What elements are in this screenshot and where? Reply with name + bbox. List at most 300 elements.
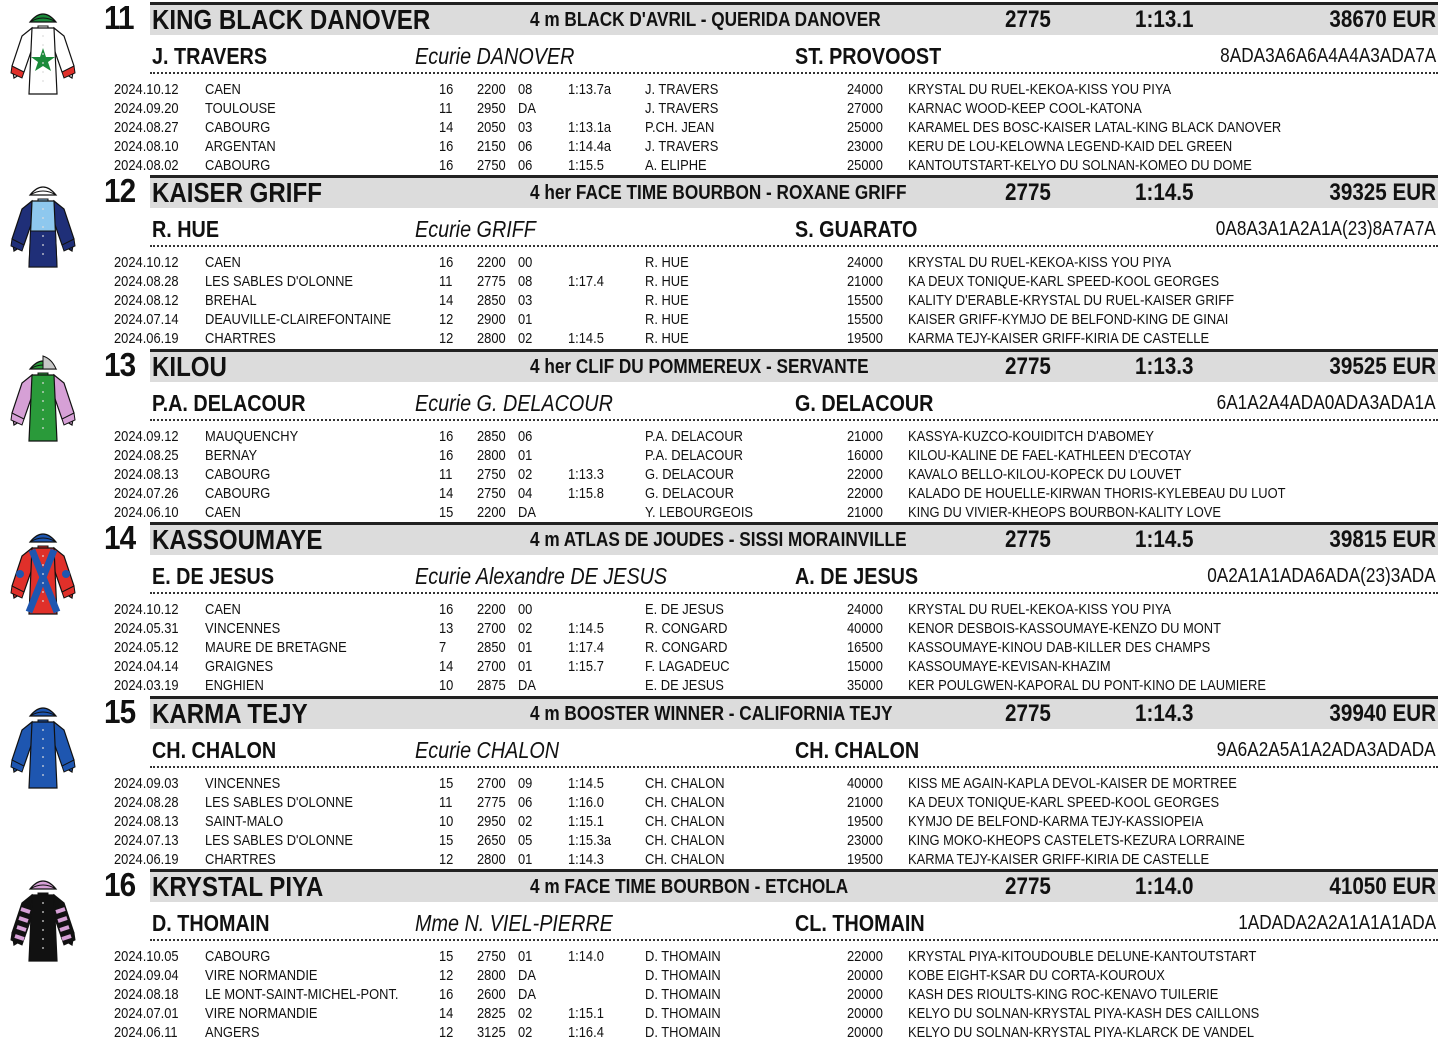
- race-driver: P.A. DELACOUR: [645, 446, 743, 464]
- finish-position: DA: [518, 503, 536, 521]
- trainer-name: CH. CHALON: [795, 736, 920, 763]
- race-venue: VINCENNES: [205, 774, 281, 792]
- performance-row: [114, 600, 1434, 619]
- finish-position: 03: [518, 292, 533, 310]
- race-result: KALADO DE HOUELLE-KIRWAN THORIS-KYLEBEAU DU LUOT: [908, 484, 1286, 502]
- race-result: KRYSTAL DU RUEL-KEKOA-KISS YOU PIYA: [908, 81, 1172, 98]
- performance-row: [114, 1023, 1434, 1042]
- performance-row: [114, 850, 1434, 869]
- race-purse: 23000: [847, 831, 883, 849]
- owner-name: Ecurie G. DELACOUR: [415, 389, 613, 416]
- finish-position: 05: [518, 831, 533, 849]
- performance-music: 6A1A2A4ADA0ADA3ADA1A: [1217, 391, 1436, 414]
- race-venue: MAURE DE BRETAGNE: [205, 639, 347, 657]
- race-purse: 19500: [847, 330, 883, 348]
- race-time: 1:15.8: [568, 484, 604, 502]
- finish-position: DA: [518, 986, 536, 1003]
- field-size: 16: [439, 157, 454, 174]
- field-size: 15: [439, 948, 454, 965]
- career-gains: 39815 EUR: [1329, 526, 1436, 554]
- race-venue: SAINT-MALO: [205, 812, 284, 830]
- finish-position: 01: [518, 446, 533, 464]
- race-result: KAVALO BELLO-KILOU-KOPECK DU LOUVET: [908, 465, 1182, 483]
- race-result: KELYO DU SOLNAN-KRYSTAL PIYA-KLARCK DE VANDEL: [908, 1024, 1255, 1041]
- field-size: 16: [439, 81, 454, 98]
- race-purse: 16500: [847, 639, 883, 657]
- field-size: 12: [439, 330, 454, 348]
- past-performances: [114, 80, 1434, 175]
- finish-position: DA: [518, 967, 536, 984]
- horse-entry: [0, 173, 1438, 346]
- trainer-name: S. GUARATO: [795, 216, 918, 243]
- race-dist: 2050: [477, 119, 506, 136]
- race-time: 1:15.5: [568, 157, 604, 174]
- finish-position: 06: [518, 138, 533, 155]
- performance-row: [114, 329, 1434, 348]
- past-performances: [114, 427, 1434, 522]
- performance-music: 0A2A1A1ADA6ADA(23)3ADA: [1207, 565, 1436, 588]
- horse-header-bar: [150, 175, 1438, 208]
- race-date: 2024.08.27: [114, 119, 179, 136]
- finish-position: 02: [518, 330, 533, 348]
- race-time: 1:14.5: [568, 620, 604, 638]
- race-result: KER POULGWEN-KAPORAL DU PONT-KINO DE LAUMIERE: [908, 677, 1266, 695]
- race-result: KASH DES RIOULTS-KING ROC-KENAVO TUILERIE: [908, 986, 1219, 1003]
- race-purse: 15000: [847, 658, 883, 676]
- race-driver: R. HUE: [645, 330, 689, 348]
- race-dist: 2900: [477, 311, 506, 329]
- performance-row: [114, 427, 1434, 446]
- race-purse: 20000: [847, 986, 883, 1003]
- race-venue: DEAUVILLE-CLAIREFONTAINE: [205, 311, 392, 329]
- horse-name: KILOU: [152, 350, 227, 382]
- finish-position: DA: [518, 677, 536, 695]
- race-result: KARMA TEJY-KAISER GRIFF-KIRIA DE CASTELLE: [908, 850, 1210, 868]
- performance-row: [114, 774, 1434, 793]
- field-size: 15: [439, 774, 454, 792]
- field-size: 12: [439, 1024, 454, 1041]
- finish-position: 06: [518, 793, 533, 811]
- connections-row: [150, 558, 1438, 594]
- jockey-silk-icon: [8, 526, 78, 618]
- connections-row: [150, 211, 1438, 247]
- race-date: 2024.06.19: [114, 850, 179, 868]
- race-driver: Y. LEBOURGEOIS: [645, 503, 754, 521]
- record-time: 1:13.1: [1135, 6, 1194, 33]
- race-dist: 2150: [477, 138, 506, 155]
- race-date: 2024.08.12: [114, 292, 179, 310]
- race-venue: CAEN: [205, 503, 241, 521]
- record-time: 1:14.5: [1135, 179, 1194, 207]
- performance-row: [114, 465, 1434, 484]
- performance-row: [114, 503, 1434, 522]
- performance-row: [114, 80, 1434, 99]
- race-time: 1:17.4: [568, 639, 604, 657]
- race-date: 2024.10.05: [114, 948, 179, 965]
- race-result: KARMA TEJY-KAISER GRIFF-KIRIA DE CASTELLE: [908, 330, 1210, 348]
- owner-name: Ecurie Alexandre DE JESUS: [415, 563, 668, 590]
- race-distance: 2775: [1005, 352, 1051, 380]
- performance-row: [114, 619, 1434, 638]
- finish-position: 08: [518, 273, 533, 291]
- driver-name: R. HUE: [152, 216, 220, 243]
- finish-position: 08: [518, 81, 533, 98]
- race-venue: VINCENNES: [205, 620, 281, 638]
- field-size: 7: [439, 639, 447, 657]
- race-driver: D. THOMAIN: [645, 948, 721, 965]
- race-time: 1:15.1: [568, 1005, 604, 1022]
- race-venue: BERNAY: [205, 446, 258, 464]
- finish-position: 04: [518, 484, 533, 502]
- performance-row: [114, 118, 1434, 137]
- race-date: 2024.06.19: [114, 330, 179, 348]
- field-size: 14: [439, 119, 454, 136]
- race-dist: 2750: [477, 484, 506, 502]
- owner-name: Ecurie DANOVER: [415, 43, 575, 69]
- jockey-silk-icon: [8, 873, 78, 965]
- owner-name: Mme N. VIEL-PIERRE: [415, 910, 613, 936]
- past-performances: [114, 600, 1434, 695]
- race-purse: 20000: [847, 967, 883, 984]
- past-performances: [114, 947, 1434, 1042]
- race-result: KRYSTAL PIYA-KITOUDOUBLE DELUNE-KANTOUTSTART: [908, 948, 1257, 965]
- performance-row: [114, 253, 1434, 272]
- field-size: 16: [439, 986, 454, 1003]
- race-date: 2024.06.10: [114, 503, 179, 521]
- trainer-name: CL. THOMAIN: [795, 910, 925, 936]
- race-date: 2024.08.18: [114, 986, 179, 1003]
- race-date: 2024.09.12: [114, 427, 179, 445]
- race-time: 1:13.7a: [568, 81, 612, 98]
- race-venue: CHARTRES: [205, 330, 276, 348]
- race-venue: ENGHIEN: [205, 677, 264, 695]
- horse-name: KRYSTAL PIYA: [152, 871, 324, 902]
- race-date: 2024.09.04: [114, 967, 179, 984]
- race-driver: R. HUE: [645, 254, 689, 272]
- race-date: 2024.10.12: [114, 254, 179, 272]
- race-date: 2024.04.14: [114, 658, 179, 676]
- finish-position: 01: [518, 948, 533, 965]
- race-date: 2024.08.28: [114, 273, 179, 291]
- race-dist: 2200: [477, 601, 506, 619]
- horse-header-bar: [150, 2, 1438, 35]
- race-venue: CHARTRES: [205, 850, 276, 868]
- record-time: 1:14.3: [1135, 699, 1194, 727]
- finish-position: 03: [518, 119, 533, 136]
- finish-position: 01: [518, 850, 533, 868]
- race-date: 2024.08.02: [114, 157, 179, 174]
- horse-header-bar: [150, 349, 1438, 382]
- race-venue: BREHAL: [205, 292, 257, 310]
- field-size: 11: [439, 793, 453, 811]
- record-time: 1:14.5: [1135, 526, 1194, 554]
- trainer-name: G. DELACOUR: [795, 389, 934, 416]
- horse-header-bar: [150, 869, 1438, 902]
- race-result: KILOU-KALINE DE FAEL-KATHLEEN D'ECOTAY: [908, 446, 1192, 464]
- race-driver: J. TRAVERS: [645, 81, 719, 98]
- race-venue: MAUQUENCHY: [205, 427, 299, 445]
- race-dist: 2825: [477, 1005, 506, 1022]
- performance-row: [114, 831, 1434, 850]
- race-driver: J. TRAVERS: [645, 100, 719, 117]
- performance-music: 1ADADA2A2A1A1A1ADA: [1238, 912, 1436, 934]
- race-driver: R. HUE: [645, 311, 689, 329]
- race-dist: 2750: [477, 465, 506, 483]
- race-purse: 40000: [847, 774, 883, 792]
- performance-row: [114, 291, 1434, 310]
- race-driver: D. THOMAIN: [645, 1005, 721, 1022]
- race-dist: 2850: [477, 639, 506, 657]
- field-size: 14: [439, 658, 454, 676]
- race-driver: CH. CHALON: [645, 812, 725, 830]
- connections-row: [150, 385, 1438, 421]
- race-date: 2024.10.12: [114, 601, 179, 619]
- race-result: KASSOUMAYE-KEVISAN-KHAZIM: [908, 658, 1111, 676]
- horse-number: 13: [104, 345, 136, 383]
- field-size: 12: [439, 311, 454, 329]
- race-date: 2024.07.14: [114, 311, 179, 329]
- horse-pedigree: 4 her FACE TIME BOURBON - ROXANE GRIFF: [530, 182, 907, 205]
- performance-row: [114, 310, 1434, 329]
- performance-row: [114, 966, 1434, 985]
- horse-pedigree: 4 m BLACK D'AVRIL - QUERIDA DANOVER: [530, 9, 881, 31]
- race-purse: 20000: [847, 1024, 883, 1041]
- race-dist: 2200: [477, 503, 506, 521]
- race-result: KANTOUTSTART-KELYO DU SOLNAN-KOMEO DU DOME: [908, 157, 1252, 174]
- race-time: 1:14.5: [568, 774, 604, 792]
- race-time: 1:13.1a: [568, 119, 612, 136]
- race-purse: 25000: [847, 157, 883, 174]
- horse-entry: [0, 694, 1438, 867]
- race-purse: 27000: [847, 100, 883, 117]
- performance-row: [114, 1004, 1434, 1023]
- race-time: 1:14.5: [568, 330, 604, 348]
- finish-position: 02: [518, 1005, 533, 1022]
- horse-number: 14: [104, 519, 136, 557]
- driver-name: CH. CHALON: [152, 736, 277, 763]
- race-time: 1:17.4: [568, 273, 604, 291]
- race-distance: 2775: [1005, 6, 1051, 33]
- performance-row: [114, 446, 1434, 465]
- field-size: 14: [439, 292, 454, 310]
- race-driver: CH. CHALON: [645, 774, 725, 792]
- field-size: 10: [439, 677, 454, 695]
- performance-row: [114, 793, 1434, 812]
- horse-number: 15: [104, 692, 136, 730]
- race-dist: 2800: [477, 330, 506, 348]
- performance-music: 0A8A3A1A2A1A(23)8A7A7A: [1216, 218, 1436, 241]
- race-purse: 19500: [847, 812, 883, 830]
- race-purse: 24000: [847, 81, 883, 98]
- race-dist: 2950: [477, 100, 506, 117]
- connections-row: [150, 732, 1438, 768]
- race-date: 2024.08.13: [114, 812, 179, 830]
- performance-row: [114, 99, 1434, 118]
- race-date: 2024.05.31: [114, 620, 179, 638]
- performance-row: [114, 137, 1434, 156]
- jockey-silk-icon: [8, 353, 78, 445]
- race-result: KRYSTAL DU RUEL-KEKOA-KISS YOU PIYA: [908, 254, 1172, 272]
- race-time: 1:13.3: [568, 465, 604, 483]
- race-result: KARAMEL DES BOSC-KAISER LATAL-KING BLACK DANOVER: [908, 119, 1282, 136]
- horse-name: KARMA TEJY: [152, 697, 308, 729]
- performance-row: [114, 657, 1434, 676]
- finish-position: 02: [518, 620, 533, 638]
- race-driver: R. HUE: [645, 273, 689, 291]
- finish-position: 06: [518, 157, 533, 174]
- race-venue: LE MONT-SAINT-MICHEL-PONT.: [205, 986, 399, 1003]
- performance-row: [114, 156, 1434, 175]
- race-venue: VIRE NORMANDIE: [205, 1005, 318, 1022]
- race-dist: 2650: [477, 831, 506, 849]
- race-result: KYMJO DE BELFOND-KARMA TEJY-KASSIOPEIA: [908, 812, 1204, 830]
- horse-pedigree: 4 m FACE TIME BOURBON - ETCHOLA: [530, 876, 849, 898]
- race-purse: 15500: [847, 311, 883, 329]
- race-driver: E. DE JESUS: [645, 677, 724, 695]
- race-dist: 2950: [477, 812, 506, 830]
- race-venue: CABOURG: [205, 157, 271, 174]
- horse-entry: [0, 347, 1438, 520]
- field-size: 11: [439, 273, 453, 291]
- race-purse: 21000: [847, 793, 883, 811]
- finish-position: 00: [518, 601, 533, 619]
- performance-row: [114, 947, 1434, 966]
- finish-position: 02: [518, 465, 533, 483]
- past-performances: [114, 774, 1434, 869]
- horse-entry: [0, 867, 1438, 1040]
- race-venue: LES SABLES D'OLONNE: [205, 831, 354, 849]
- driver-name: P.A. DELACOUR: [152, 389, 306, 416]
- race-driver: D. THOMAIN: [645, 1024, 721, 1041]
- race-purse: 16000: [847, 446, 883, 464]
- race-dist: 2775: [477, 793, 506, 811]
- performance-row: [114, 985, 1434, 1004]
- field-size: 14: [439, 1005, 454, 1022]
- race-purse: 24000: [847, 601, 883, 619]
- race-dist: 2200: [477, 81, 506, 98]
- race-distance: 2775: [1005, 526, 1051, 554]
- race-date: 2024.03.19: [114, 677, 179, 695]
- race-driver: P.CH. JEAN: [645, 119, 715, 136]
- career-gains: 38670 EUR: [1329, 6, 1436, 33]
- race-driver: CH. CHALON: [645, 793, 725, 811]
- driver-name: D. THOMAIN: [152, 910, 270, 936]
- race-purse: 22000: [847, 465, 883, 483]
- race-result: KA DEUX TONIQUE-KARL SPEED-KOOL GEORGES: [908, 793, 1220, 811]
- race-driver: D. THOMAIN: [645, 986, 721, 1003]
- race-venue: ANGERS: [205, 1024, 260, 1041]
- past-performances: [114, 253, 1434, 348]
- field-size: 15: [439, 831, 454, 849]
- race-driver: J. TRAVERS: [645, 138, 719, 155]
- race-dist: 3125: [477, 1024, 506, 1041]
- record-time: 1:13.3: [1135, 352, 1194, 380]
- race-purse: 40000: [847, 620, 883, 638]
- race-dist: 2700: [477, 774, 506, 792]
- field-size: 16: [439, 427, 454, 445]
- race-dist: 2850: [477, 427, 506, 445]
- race-dist: 2700: [477, 658, 506, 676]
- race-driver: D. THOMAIN: [645, 967, 721, 984]
- field-size: 16: [439, 138, 454, 155]
- race-venue: CABOURG: [205, 119, 271, 136]
- driver-name: J. TRAVERS: [152, 43, 268, 69]
- race-result: KASSOUMAYE-KINOU DAB-KILLER DES CHAMPS: [908, 639, 1211, 657]
- horse-entry: [0, 0, 1438, 173]
- horse-entry: [0, 520, 1438, 693]
- race-venue: TOULOUSE: [205, 100, 276, 117]
- race-purse: 20000: [847, 1005, 883, 1022]
- race-purse: 21000: [847, 273, 883, 291]
- race-driver: R. CONGARD: [645, 620, 728, 638]
- race-time: 1:14.3: [568, 850, 604, 868]
- race-distance: 2775: [1005, 873, 1051, 900]
- performance-row: [114, 272, 1434, 291]
- race-result: KA DEUX TONIQUE-KARL SPEED-KOOL GEORGES: [908, 273, 1220, 291]
- owner-name: Ecurie CHALON: [415, 736, 559, 763]
- race-venue: CAEN: [205, 254, 241, 272]
- race-time: 1:16.0: [568, 793, 604, 811]
- race-driver: A. ELIPHE: [645, 157, 707, 174]
- horse-pedigree: 4 m ATLAS DE JOUDES - SISSI MORAINVILLE: [530, 529, 907, 552]
- horse-number: 12: [104, 172, 136, 210]
- race-date: 2024.07.26: [114, 484, 179, 502]
- record-time: 1:14.0: [1135, 873, 1194, 900]
- finish-position: 01: [518, 311, 533, 329]
- race-dist: 2800: [477, 850, 506, 868]
- race-purse: 19500: [847, 850, 883, 868]
- race-purse: 21000: [847, 503, 883, 521]
- race-result: KERU DE LOU-KELOWNA LEGEND-KAID DEL GREEN: [908, 138, 1233, 155]
- race-result: KARNAC WOOD-KEEP COOL-KATONA: [908, 100, 1142, 117]
- race-venue: CABOURG: [205, 948, 271, 965]
- race-date: 2024.10.12: [114, 81, 179, 98]
- career-gains: 39325 EUR: [1329, 179, 1436, 207]
- field-size: 14: [439, 484, 454, 502]
- performance-music: 9A6A2A5A1A2ADA3ADADA: [1217, 738, 1436, 761]
- career-gains: 39940 EUR: [1329, 699, 1436, 727]
- race-time: 1:15.3a: [568, 831, 612, 849]
- race-purse: 15500: [847, 292, 883, 310]
- race-result: KOBE EIGHT-KSAR DU CORTA-KOUROUX: [908, 967, 1165, 984]
- connections-row: [150, 905, 1438, 941]
- field-size: 11: [439, 100, 453, 117]
- race-driver: P.A. DELACOUR: [645, 427, 743, 445]
- field-size: 13: [439, 620, 454, 638]
- race-result: KELYO DU SOLNAN-KRYSTAL PIYA-KASH DES CAILLONS: [908, 1005, 1260, 1022]
- owner-name: Ecurie GRIFF: [415, 216, 536, 243]
- race-date: 2024.08.13: [114, 465, 179, 483]
- race-dist: 2750: [477, 948, 506, 965]
- race-venue: CAEN: [205, 81, 241, 98]
- race-result: KAISER GRIFF-KYMJO DE BELFOND-KING DE GINAI: [908, 311, 1229, 329]
- race-result: KENOR DESBOIS-KASSOUMAYE-KENZO DU MONT: [908, 620, 1221, 638]
- race-date: 2024.07.01: [114, 1005, 179, 1022]
- race-dist: 2800: [477, 967, 506, 984]
- race-purse: 25000: [847, 119, 883, 136]
- race-driver: R. CONGARD: [645, 639, 728, 657]
- race-venue: VIRE NORMANDIE: [205, 967, 318, 984]
- race-driver: G. DELACOUR: [645, 484, 734, 502]
- field-size: 10: [439, 812, 454, 830]
- finish-position: 01: [518, 658, 533, 676]
- finish-position: 02: [518, 1024, 533, 1041]
- performance-row: [114, 484, 1434, 503]
- race-date: 2024.08.25: [114, 446, 179, 464]
- race-purse: 22000: [847, 484, 883, 502]
- field-size: 12: [439, 850, 454, 868]
- race-result: KASSYA-KUZCO-KOUIDITCH D'ABOMEY: [908, 427, 1154, 445]
